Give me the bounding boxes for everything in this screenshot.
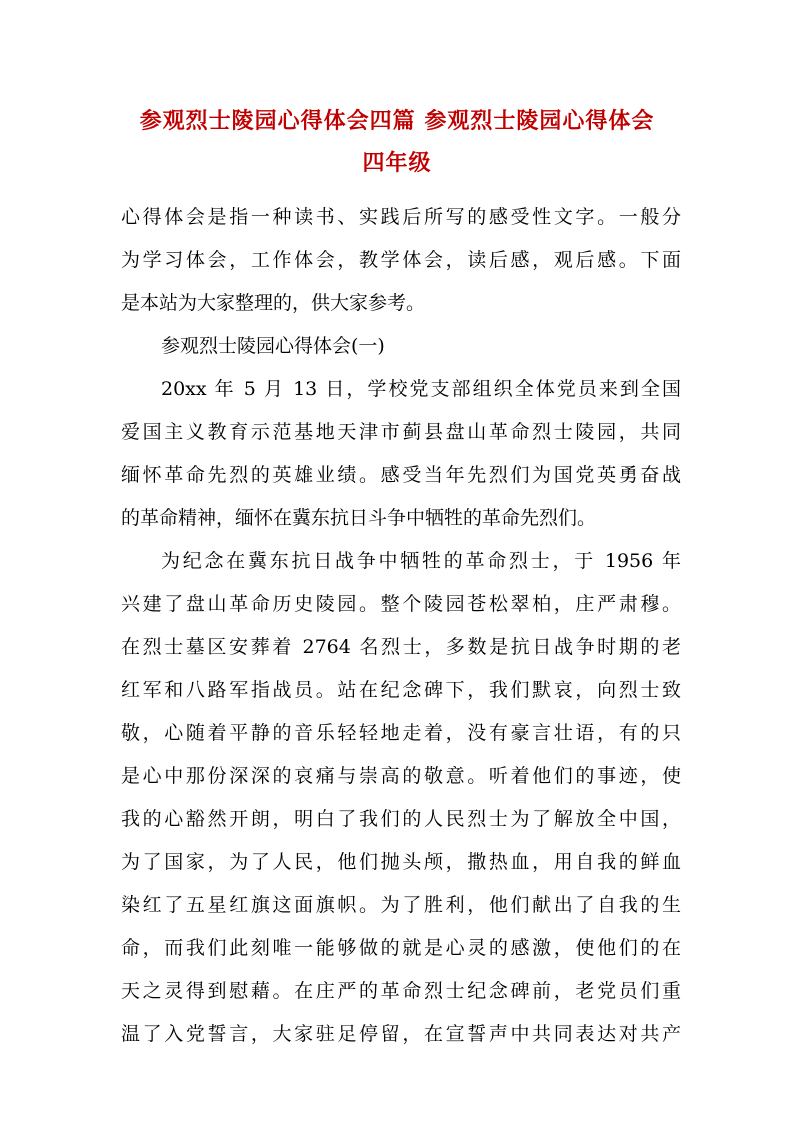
paragraph-line: 是心中那份深深的哀痛与崇高的敬意。听着他们的事迹，使 [121,765,681,787]
paragraph-line: 缅怀革命先烈的英雄业绩。感受当年先烈们为国党英勇奋战 [121,464,681,486]
paragraph-line: 敬，心随着平静的音乐轻轻地走着，没有豪言壮语，有的只 [121,722,681,744]
paragraph-line: 兴建了盘山革命历史陵园。整个陵园苍松翠柏，庄严肃穆。 [121,593,681,615]
section-heading: 参观烈士陵园心得体会(一) [161,335,385,357]
paragraph-line: 红军和八路军指战员。站在纪念碑下，我们默哀，向烈士致 [121,679,681,701]
paragraph-line: 20xx 年 5 月 13 日，学校党支部组织全体党员来到全国 [161,378,681,400]
document-title-line-1: 参观烈士陵园心得体会四篇 参观烈士陵园心得体会 [139,108,655,134]
paragraph-line: 天之灵得到慰藉。在庄严的革命烈士纪念碑前，老党员们重 [121,980,681,1002]
paragraph-line: 为了国家，为了人民，他们抛头颅，撒热血，用自我的鲜血 [121,851,681,873]
paragraph-line: 在烈士墓区安葬着 2764 名烈士，多数是抗日战争时期的老 [121,636,681,658]
intro-line: 心得体会是指一种读书、实践后所写的感受性文字。一般分 [121,206,681,228]
paragraph-line: 的革命精神，缅怀在冀东抗日斗争中牺牲的革命先烈们。 [121,507,597,529]
paragraph-line: 染红了五星红旗这面旗帜。为了胜利，他们献出了自我的生 [121,894,681,916]
paragraph-line: 爱国主义教育示范基地天津市蓟县盘山革命烈士陵园，共同 [121,421,681,443]
paragraph-line: 我的心豁然开朗，明白了我们的人民烈士为了解放全中国， [121,808,681,830]
document-title-line-2: 四年级 [362,150,432,176]
paragraph-line: 温了入党誓言，大家驻足停留，在宣誓声中共同表达对共产 [121,1023,681,1045]
intro-line: 是本站为大家整理的，供大家参考。 [121,292,426,314]
intro-line: 为学习体会，工作体会，教学体会，读后感，观后感。下面 [121,249,681,271]
paragraph-line: 为纪念在冀东抗日战争中牺牲的革命烈士，于 1956 年 [161,550,681,572]
paragraph-line: 命，而我们此刻唯一能够做的就是心灵的感激，使他们的在 [121,937,681,959]
